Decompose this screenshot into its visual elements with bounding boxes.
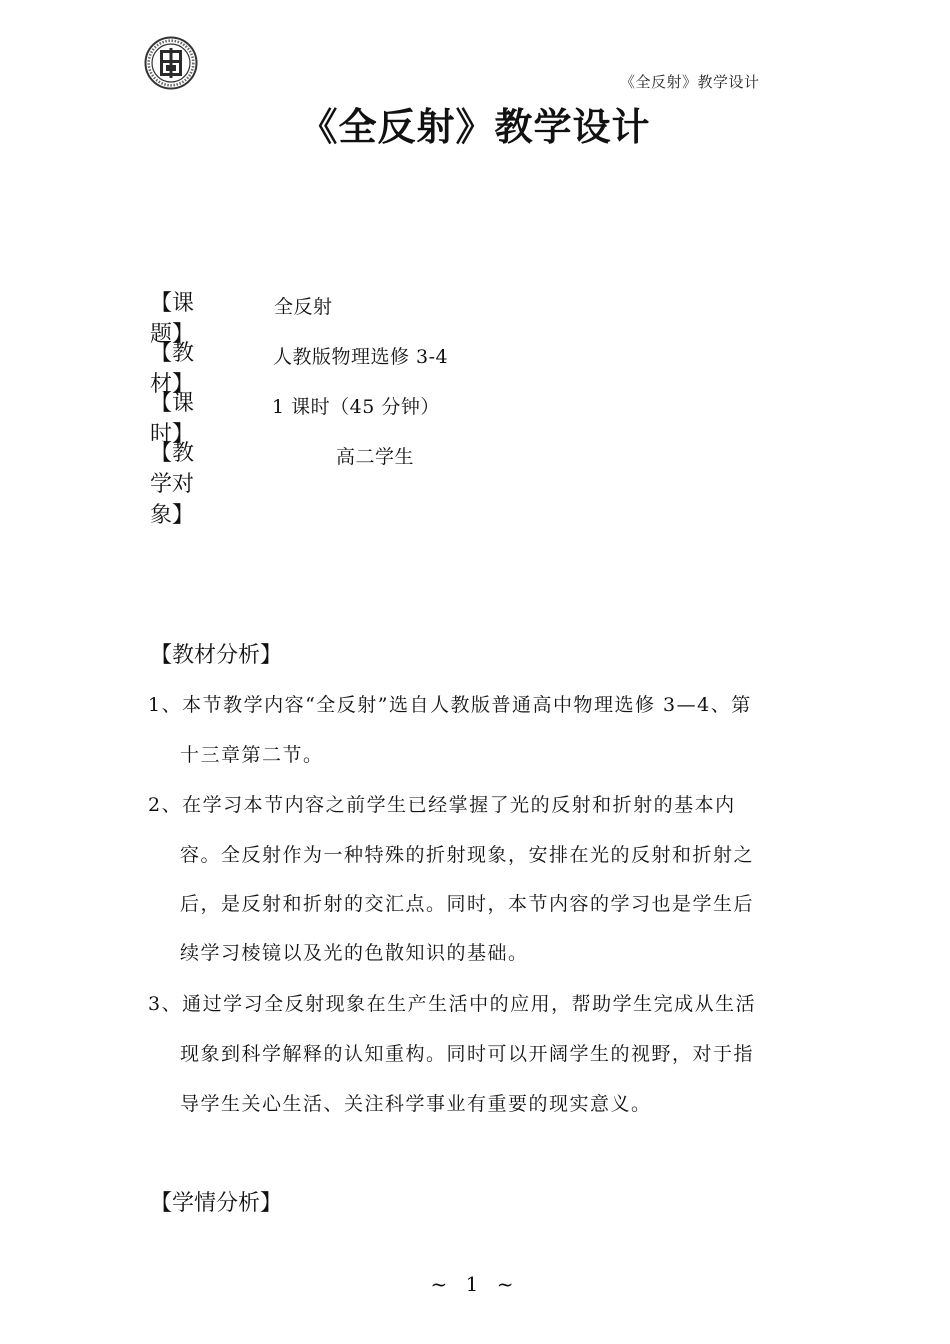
section-heading-textbook-analysis: 【教材分析】 xyxy=(150,643,283,668)
running-header: 《全反射》教学设计 xyxy=(620,73,760,91)
analysis-item-2-line-3: 后，是反射和折射的交汇点。同时，本节内容的学习也是学生后 xyxy=(180,893,755,915)
meta-label-textbook: 【教材】 xyxy=(150,341,195,397)
analysis-item-3-line-1: 3、通过学习全反射现象在生产生活中的应用，帮助学生完成从生活 xyxy=(148,993,757,1015)
analysis-item-1-line-2: 十三章第二节。 xyxy=(180,744,324,766)
analysis-item-1-line-1: 1、本节教学内容“全反射”选自人教版普通高中物理选修 3—4、第 xyxy=(148,694,752,716)
meta-label-duration: 【课时】 xyxy=(150,391,195,447)
document-title: 《全反射》教学设计 xyxy=(299,105,651,149)
analysis-item-2-line-2: 容。全反射作为一种特殊的折射现象，安排在光的反射和折射之 xyxy=(180,844,755,866)
analysis-item-2-line-4: 续学习棱镜以及光的色散知识的基础。 xyxy=(180,942,529,964)
section-heading-learner-analysis: 【学情分析】 xyxy=(150,1191,283,1216)
meta-value-topic: 全反射 xyxy=(274,296,333,318)
analysis-item-2-line-1: 2、在学习本节内容之前学生已经掌握了光的反射和折射的基本内 xyxy=(148,794,736,816)
university-seal-logo xyxy=(144,36,198,90)
meta-value-audience: 高二学生 xyxy=(336,446,415,468)
analysis-item-3-line-3: 导学生关心生活、关注科学事业有重要的现实意义。 xyxy=(180,1093,652,1115)
meta-label-topic: 【课题】 xyxy=(150,291,195,347)
page-number: ~ 1 ~ xyxy=(430,1272,520,1296)
analysis-item-3-line-2: 现象到科学解释的认知重构。同时可以开阔学生的视野，对于指 xyxy=(180,1043,755,1065)
meta-value-textbook: 人教版物理选修 3-4 xyxy=(273,346,449,368)
meta-value-duration: 1 课时（45 分钟） xyxy=(272,396,440,418)
meta-label-audience: 【教学对象】 xyxy=(150,441,195,528)
